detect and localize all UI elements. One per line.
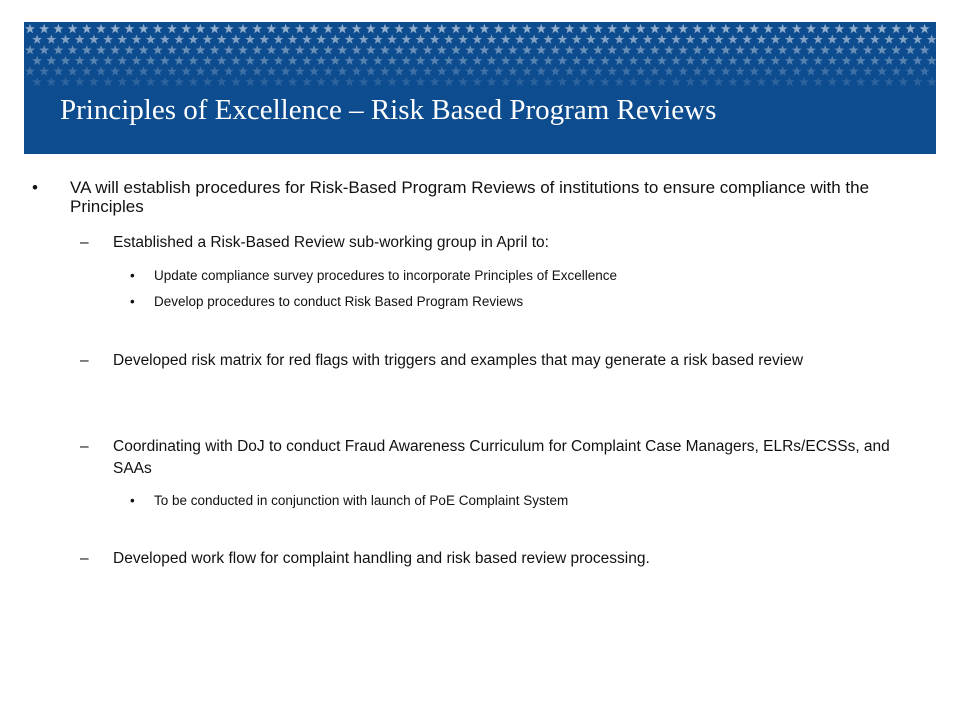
sub-sub-item: [130, 492, 894, 510]
sub-sub-item-text: To be conducted in conjunction with launch of PoE Complaint System: [154, 493, 569, 508]
sub-item: [80, 232, 903, 254]
sub-sub-item-text: Develop procedures to conduct Risk Based Program Reviews: [154, 294, 524, 309]
bullet-marker: •: [130, 294, 135, 309]
main-bullet-text: VA will establish procedures for Risk-Based Program Reviews of institutions to ensure compliance with the Principles: [70, 178, 870, 216]
bullet-marker: •: [32, 178, 38, 197]
sub-item-text: Coordinating with DoJ to conduct Fraud Awareness Curriculum for Complaint Case Managers, ELRs/ECSSs, and SAAs: [113, 438, 890, 477]
sub-sub-item-text: Update compliance survey procedures to incorporate Principles of Excellence: [154, 268, 617, 283]
page-title: Principles of Excellence – Risk Based Program Reviews: [60, 94, 717, 126]
sub-item-text: Developed work flow for complaint handling and risk based review processing.: [113, 550, 650, 567]
dash-marker: –: [80, 550, 89, 567]
sub-sub-item: [130, 267, 894, 285]
sub-sub-item: [130, 293, 894, 311]
bullet-marker: •: [130, 493, 135, 508]
sub-item: [80, 350, 903, 372]
dash-marker: –: [80, 438, 89, 455]
sub-item: [80, 548, 903, 570]
sub-item: [80, 436, 903, 480]
sub-item-text: Established a Risk-Based Review sub-working group in April to:: [113, 234, 549, 251]
dash-marker: –: [80, 234, 89, 251]
dash-marker: –: [80, 352, 89, 369]
sub-item-text: Developed risk matrix for red flags with triggers and examples that may generate a risk based review: [113, 352, 804, 369]
bullet-marker: •: [130, 268, 135, 283]
main-bullet-item: [32, 178, 910, 216]
